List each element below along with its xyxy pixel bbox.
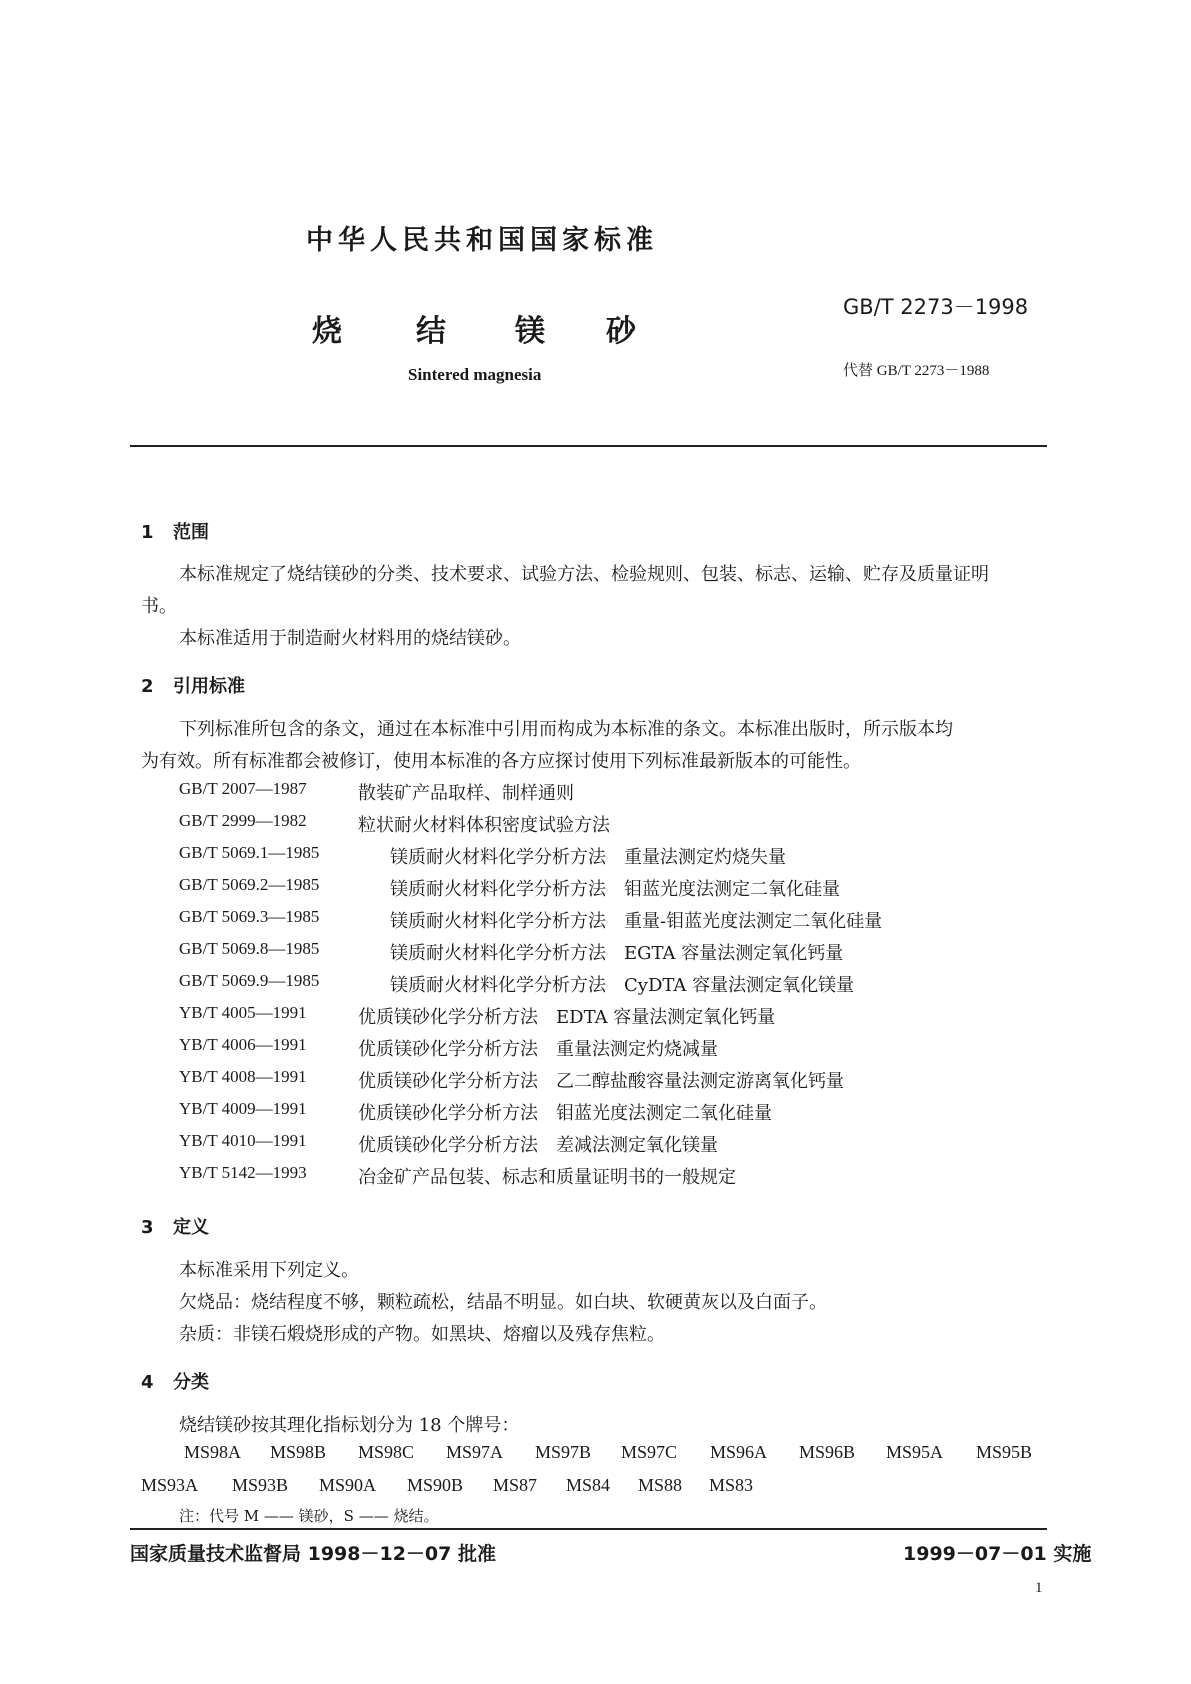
paragraph: 本标准规定了烧结镁砂的分类、技术要求、试验方法、检验规则、包装、标志、运输、贮存及质量证明 [179, 564, 989, 585]
paragraph: 本标准采用下列定义。 [179, 1260, 359, 1281]
section-number: 3 [141, 1217, 154, 1238]
reference-code: GB/T 5069.1—1985 [179, 843, 320, 862]
header-divider [130, 445, 1047, 447]
reference-title: 散装矿产品取样、制样通则 [358, 783, 574, 804]
grade-code: MS98C [358, 1442, 415, 1462]
title-char: 砂 [606, 314, 636, 349]
grade-code: MS97C [621, 1442, 678, 1462]
reference-code: YB/T 4010—1991 [179, 1131, 307, 1150]
reference-code: YB/T 4008—1991 [179, 1067, 307, 1086]
title-char: 结 [416, 314, 446, 349]
effective-date: 1999－07－01 实施 [903, 1543, 1092, 1565]
section-heading-scope [141, 518, 209, 544]
reference-title: 镁质耐火材料化学分析方法 钼蓝光度法测定二氧化硅量 [390, 879, 840, 900]
grade-code: MS96A [710, 1442, 768, 1462]
grade-code: MS97B [535, 1442, 592, 1462]
reference-title: 优质镁砂化学分析方法 乙二醇盐酸容量法测定游离氧化钙量 [358, 1071, 844, 1092]
section-heading-classification [141, 1368, 209, 1394]
section-number: 4 [141, 1372, 154, 1393]
reference-title: 优质镁砂化学分析方法 重量法测定灼烧减量 [358, 1039, 718, 1060]
approval-line: 国家质量技术监督局 1998－12－07 批准 [130, 1543, 496, 1565]
reference-title: 冶金矿产品包装、标志和质量证明书的一般规定 [358, 1167, 736, 1188]
reference-title: 优质镁砂化学分析方法 差减法测定氧化镁量 [358, 1135, 718, 1156]
definition: 欠烧品：烧结程度不够，颗粒疏松，结晶不明显。如白块、软硬黄灰以及白面子。 [179, 1292, 827, 1313]
title-char: 镁 [515, 314, 545, 349]
grade-code: MS97A [446, 1442, 504, 1462]
grade-code: MS83 [709, 1475, 754, 1495]
reference-code: GB/T 5069.9—1985 [179, 971, 320, 990]
definition: 杂质：非镁石煅烧形成的产物。如黑块、熔瘤以及残存焦粒。 [179, 1324, 665, 1345]
grade-code: MS90A [319, 1475, 377, 1495]
reference-title: 镁质耐火材料化学分析方法 EGTA 容量法测定氧化钙量 [390, 943, 844, 964]
section-heading-references [141, 672, 245, 698]
reference-code: GB/T 5069.8—1985 [179, 939, 320, 958]
title-char: 烧 [312, 314, 342, 349]
reference-code: YB/T 4009—1991 [179, 1099, 307, 1118]
national-standard-heading: 中华人民共和国国家标准 [306, 225, 658, 256]
footer-divider [130, 1528, 1047, 1530]
grade-code: MS90B [407, 1475, 464, 1495]
page-number: 1 [1035, 1580, 1043, 1596]
section-number: 2 [141, 676, 154, 697]
paragraph: 为有效。所有标准都会被修订，使用本标准的各方应探讨使用下列标准最新版本的可能性。 [141, 751, 861, 772]
section-title: 引用标准 [173, 676, 245, 697]
reference-title: 优质镁砂化学分析方法 EDTA 容量法测定氧化钙量 [358, 1007, 776, 1028]
section-title: 定义 [173, 1217, 209, 1238]
footnote: 注：代号 M —— 镁砂，S —— 烧结。 [179, 1507, 439, 1525]
grade-code: MS98A [184, 1442, 242, 1462]
reference-code: YB/T 4006—1991 [179, 1035, 307, 1054]
grade-code: MS98B [270, 1442, 327, 1462]
grade-code: MS93A [141, 1475, 199, 1495]
english-title: Sintered magnesia [408, 365, 542, 384]
reference-code: GB/T 2999—1982 [179, 811, 307, 830]
grade-code: MS84 [566, 1475, 611, 1495]
grade-code: MS93B [232, 1475, 289, 1495]
paragraph: 书。 [141, 596, 177, 617]
reference-code: YB/T 4005—1991 [179, 1003, 307, 1022]
grade-code: MS88 [638, 1475, 683, 1495]
section-heading-definitions [141, 1213, 209, 1239]
paragraph: 烧结镁砂按其理化指标划分为 18 个牌号： [179, 1415, 520, 1436]
reference-title: 优质镁砂化学分析方法 钼蓝光度法测定二氧化硅量 [358, 1103, 772, 1124]
reference-title: 粒状耐火材料体积密度试验方法 [358, 815, 610, 836]
reference-title: 镁质耐火材料化学分析方法 重量-钼蓝光度法测定二氧化硅量 [390, 911, 883, 932]
reference-code: YB/T 5142—1993 [179, 1163, 307, 1182]
reference-code: GB/T 5069.3—1985 [179, 907, 320, 926]
reference-code: GB/T 5069.2—1985 [179, 875, 320, 894]
paragraph: 本标准适用于制造耐火材料用的烧结镁砂。 [179, 628, 521, 649]
standard-code: GB/T 2273－1998 [843, 295, 1029, 319]
grade-code: MS87 [493, 1475, 538, 1495]
section-title: 分类 [173, 1372, 209, 1393]
grade-code: MS96B [799, 1442, 856, 1462]
section-title: 范围 [173, 522, 209, 543]
reference-title: 镁质耐火材料化学分析方法 CyDTA 容量法测定氧化镁量 [390, 975, 855, 996]
replaces-standard: 代替 GB/T 2273－1988 [843, 363, 990, 379]
reference-title: 镁质耐火材料化学分析方法 重量法测定灼烧失量 [390, 847, 786, 868]
grade-code: MS95B [976, 1442, 1033, 1462]
section-number: 1 [141, 522, 154, 543]
grade-code: MS95A [886, 1442, 944, 1462]
reference-code: GB/T 2007—1987 [179, 779, 307, 798]
paragraph: 下列标准所包含的条文，通过在本标准中引用而构成为本标准的条文。本标准出版时，所示版本均 [179, 719, 953, 740]
